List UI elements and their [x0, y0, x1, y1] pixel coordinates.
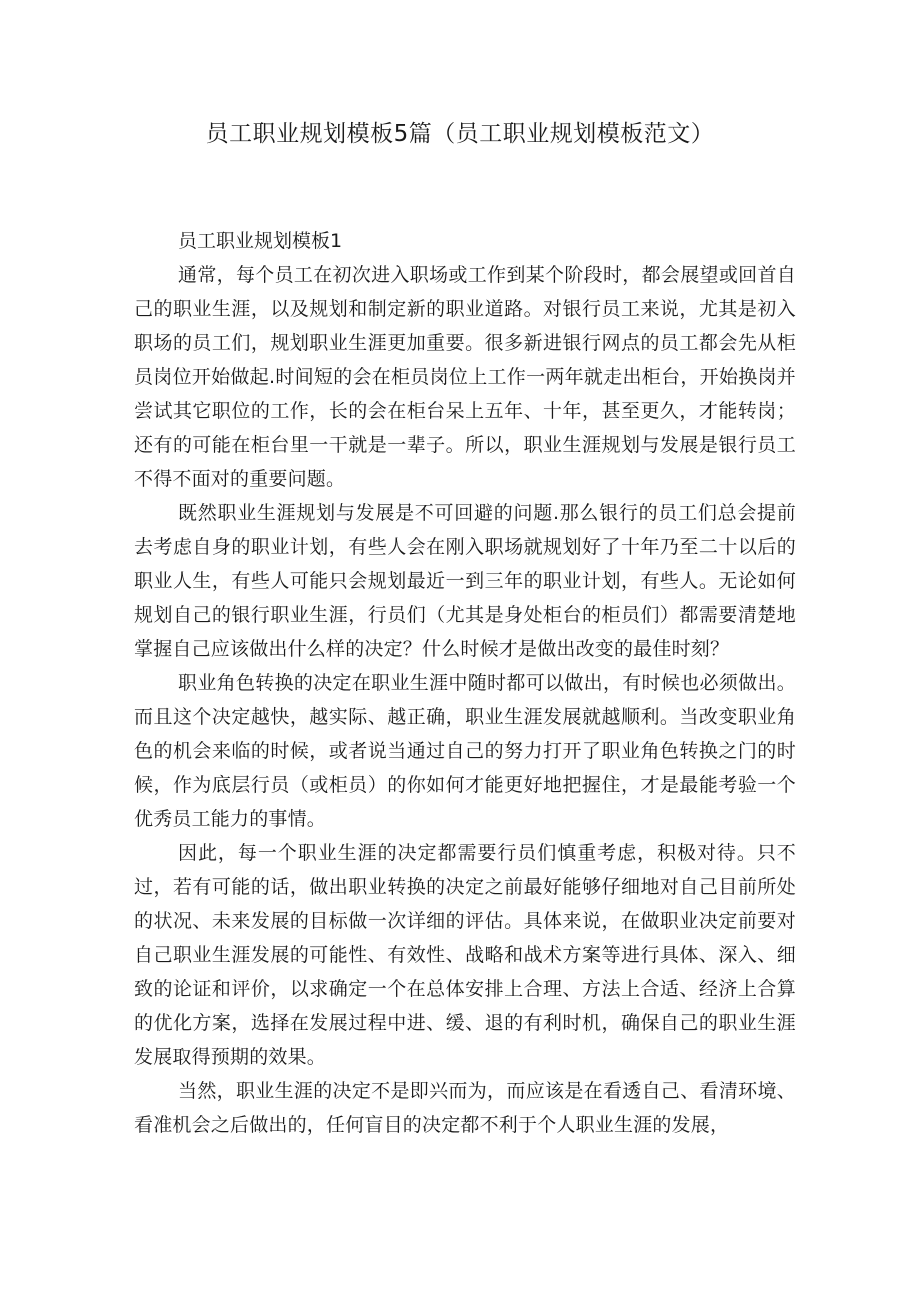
paragraph: 通常，每个员工在初次进入职场或工作到某个阶段时，都会展望或回首自己的职业生涯，以及规划和制定新的职业道路。对银行员工来说，尤其是初入职场的员工们，规划职业生涯更加重要。很多新进银行网点的员工都会先从柜员岗位开始做起.时间短的会在柜员岗位上工作一两年就走出柜台，开始换岗并尝试其它职位的工作，长的会在柜台呆上五年、十年，甚至更久，才能转岗；还有的可能在柜台里一干就是一辈子。所以，职业生涯规划与发展是银行员工不得不面对的重要问题。	[134, 264, 796, 490]
section-heading: 员工职业规划模板1	[178, 230, 343, 252]
paragraph: 因此，每一个职业生涯的决定都需要行员们慎重考虑，积极对待。只不过，若有可能的话，做出职业转换的决定之前最好能够仔细地对自己目前所处的状况、未来发展的目标做一次详细的评估。具体来说，在做职业决定前要对自己职业生涯发展的可能性、有效性、战略和战术方案等进行具体、深入、细致的论证和评价，以求确定一个在总体安排上合理、方法上合适、经济上合算的优化方案，选择在发展过程中进、缓、退的有利时机，确保自己的职业生涯发展取得预期的效果。	[134, 842, 796, 1068]
paragraph: 当然，职业生涯的决定不是即兴而为，而应该是在看透自己、看清环境、看准机会之后做出的，任何盲目的决定都不利于个人职业生涯的发展，	[134, 1080, 796, 1136]
paragraph: 职业角色转换的决定在职业生涯中随时都可以做出，有时候也必须做出。而且这个决定越快，越实际、越正确，职业生涯发展就越顺利。当改变职业角色的机会来临的时候，或者说当通过自己的努力打开了职业角色转换之门的时候，作为底层行员（或柜员）的你如何才能更好地把握住，才是最能考验一个优秀员工能力的事情。	[134, 672, 796, 830]
paragraph: 既然职业生涯规划与发展是不可回避的问题.那么银行的员工们总会提前去考虑自身的职业计划，有些人会在刚入职场就规划好了十年乃至二十以后的职业人生，有些人可能只会规划最近一到三年的职业计划，有些人。无论如何规划自己的银行职业生涯，行员们（尤其是身处柜台的柜员们）都需要清楚地掌握自己应该做出什么样的决定？什么时候才是做出改变的最佳时刻？	[134, 502, 796, 660]
document-title: 员工职业规划模板5篇（员工职业规划模板范文）	[205, 121, 715, 147]
document-body	[134, 224, 796, 1142]
